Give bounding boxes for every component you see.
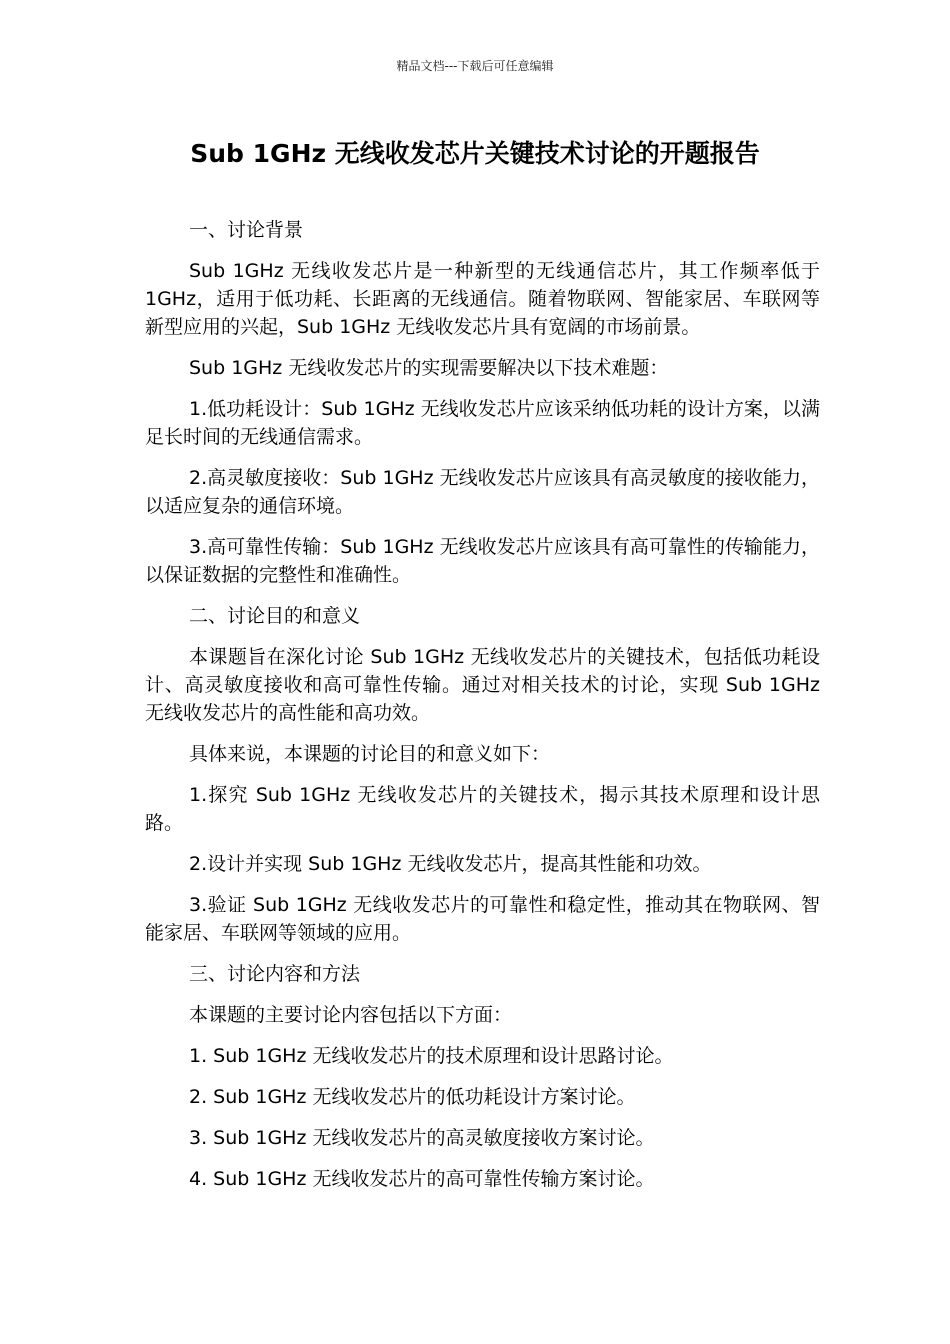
paragraph-technical-challenges: Sub 1GHz 无线收发芯片的实现需要解决以下技术难题： xyxy=(189,357,669,379)
list-item-high-reliability: 3.高可靠性传输：Sub 1GHz 无线收发芯片应该具有高可靠性的传输能力，以保证数据的完整性和准确性。 xyxy=(145,536,820,586)
list-item-principles: 1. Sub 1GHz 无线收发芯片的技术原理和设计思路讨论。 xyxy=(189,1045,674,1067)
list-item-design: 2.设计并实现 Sub 1GHz 无线收发芯片，提高其性能和功效。 xyxy=(189,853,712,875)
document-title: Sub 1GHz 无线收发芯片关键技术讨论的开题报告 xyxy=(190,139,760,168)
list-item-sensitivity-scheme: 3. Sub 1GHz 无线收发芯片的高灵敏度接收方案讨论。 xyxy=(189,1127,655,1149)
section-heading-background: 一、讨论背景 xyxy=(189,219,304,241)
paragraph-purpose-summary: 本课题旨在深化讨论 Sub 1GHz 无线收发芯片的关键技术，包括低功耗设计、高灵敏度接收和高可靠性传输。通过对相关技术的讨论，实现 Sub 1GHz 无线收发芯片的高性能和高功效。 xyxy=(145,646,820,724)
list-item-low-power-scheme: 2. Sub 1GHz 无线收发芯片的低功耗设计方案讨论。 xyxy=(189,1086,636,1108)
paragraph-background-intro: Sub 1GHz 无线收发芯片是一种新型的无线通信芯片，其工作频率低于 1GHz，适用于低功耗、长距离的无线通信。随着物联网、智能家居、车联网等新型应用的兴起，Sub 1GHz 无线收发芯片具有宽阔的市场前景。 xyxy=(145,260,820,338)
list-item-low-power: 1.低功耗设计：Sub 1GHz 无线收发芯片应该采纳低功耗的设计方案，以满足长时间的无线通信需求。 xyxy=(145,398,820,448)
paragraph-content-intro: 本课题的主要讨论内容包括以下方面： xyxy=(189,1004,513,1026)
list-item-high-sensitivity: 2.高灵敏度接收：Sub 1GHz 无线收发芯片应该具有高灵敏度的接收能力，以适应复杂的通信环境。 xyxy=(145,467,820,517)
list-item-verify: 3.验证 Sub 1GHz 无线收发芯片的可靠性和稳定性，推动其在物联网、智能家居、车联网等领域的应用。 xyxy=(145,894,820,944)
section-heading-purpose: 二、讨论目的和意义 xyxy=(189,605,361,627)
paragraph-purpose-detail: 具体来说，本课题的讨论目的和意义如下： xyxy=(189,743,551,765)
document-body xyxy=(145,216,820,1206)
list-item-reliability-scheme: 4. Sub 1GHz 无线收发芯片的高可靠性传输方案讨论。 xyxy=(189,1168,655,1190)
list-item-explore: 1.探究 Sub 1GHz 无线收发芯片的关键技术，揭示其技术原理和设计思路。 xyxy=(145,784,820,834)
header-note: 精品文档---下载后可任意编辑 xyxy=(396,59,554,73)
section-heading-content-methods: 三、讨论内容和方法 xyxy=(189,963,361,985)
